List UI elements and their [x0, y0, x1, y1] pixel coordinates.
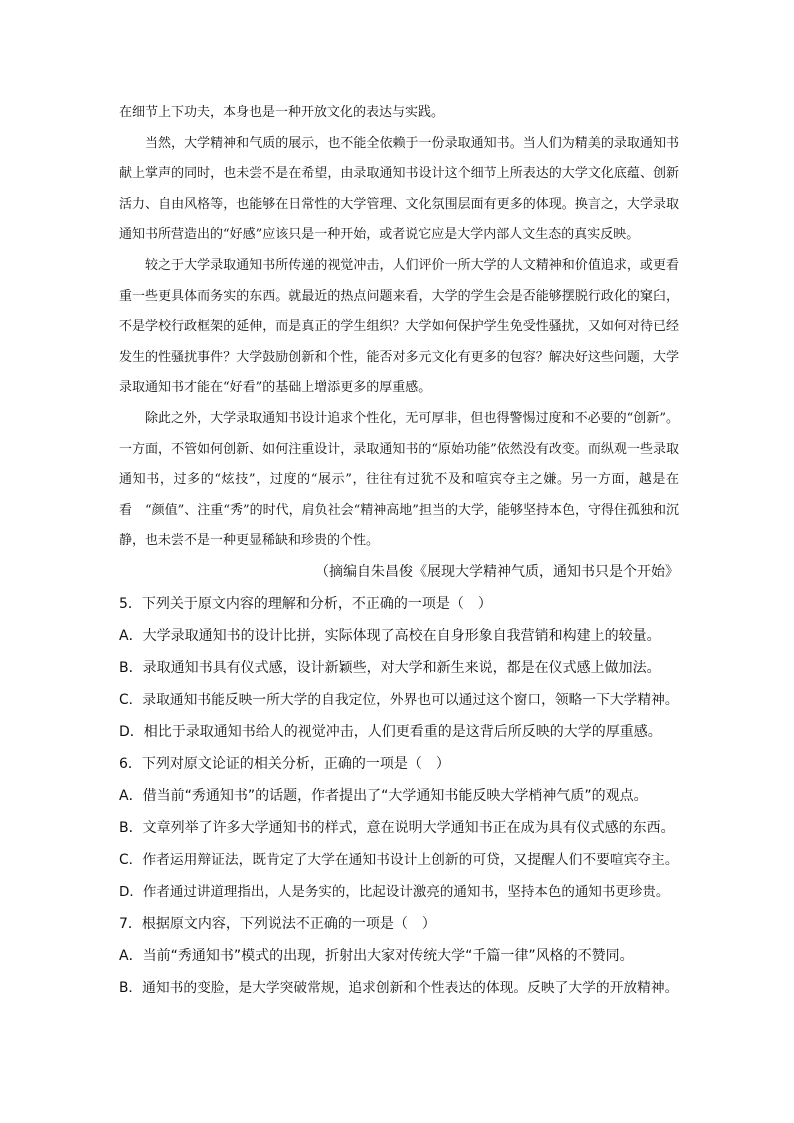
- question-5: [119, 588, 679, 748]
- option-c: C．录取通知书能反映一所大学的自我定位，外界也可以通过这个窗口，领略一下大学精神。: [119, 691, 679, 708]
- question-stem: 5．下列关于原文内容的理解和分析，不正确的一项是（ ）: [119, 595, 492, 612]
- passage-paragraph-continued: 在细节上下功夫，本身也是一种开放文化的表达与实践。: [119, 105, 445, 120]
- option-a: A．当前“秀通知书”模式的出现，折射出大家对传统大学“千篇一律”风格的不赞同。: [119, 947, 634, 964]
- option-d: D．作者通过讲道理指出，人是务实的，比起设计激亮的通知书，坚持本色的通知书更珍贵。: [119, 883, 670, 900]
- passage-paragraph: 除此之外，大学录取通知书设计追求个性化，无可厚非，但也得警惕过度和不必要的“创新”。一方面，不管如何创新、如何注重设计，录取通知书的“原始功能”依然没有改变。而纵观一些录取通知书，过多的“炫技”，过度的“展示”，往往有过犹不及和喧宾夺主之嫌。另一方面，越是在看 “颜值”、注重“秀”的时代，肩负社会“精神高地”担当的大学，能够坚持本色，守得住孤独和沉静，也未尝不是一种更显稀缺和珍贵的个性。: [119, 410, 679, 549]
- question-stem: 6．下列对原文论证的相关分析，正确的一项是（ ）: [119, 755, 450, 772]
- option-a: A．大学录取通知书的设计比拼，实际体现了高校在自身形象自我营销和构建上的较量。: [119, 627, 661, 644]
- document-content: [119, 98, 679, 1004]
- option-d: D．相比于录取通知书给人的视觉冲击，人们更看重的是这背后所反映的大学的厚重感。: [119, 723, 662, 740]
- option-b: B．录取通知书具有仪式感，设计新颖些，对大学和新生来说，都是在仪式感上做加法。: [119, 659, 661, 676]
- option-b: B．文章列举了许多大学通知书的样式，意在说明大学通知书正在成为具有仪式感的东西。: [119, 819, 675, 836]
- passage-paragraph: 当然，大学精神和气质的展示，也不能全依赖于一份录取通知书。当人们为精美的录取通知书献上掌声的同时，也未尝不是在希望，由录取通知书设计这个细节上所表达的大学文化底蕴、创新活力、自由风格等，也能够在日常性的大学管理、文化氛围层面有更多的体现。换言之，大学录取通知书所营造出的“好感”应该只是一种开始，或者说它应是大学内部人文生态的真实反映。: [119, 135, 679, 243]
- question-stem: 7．根据原文内容，下列说法不正确的一项是（ ）: [119, 915, 436, 932]
- option-c: C．作者运用辩证法，既肯定了大学在通知书设计上创新的可贷，又提醒人们不要喧宾夺主。: [119, 851, 679, 868]
- passage-paragraph: 较之于大学录取通知书所传递的视觉冲击，人们评价一所大学的人文精神和价值追求，或更看重一些更具体而务实的东西。就最近的热点问题来看，大学的学生会是否能够摆脱行政化的窠臼，不是学校行政框架的延伸，而是真正的学生组织？大学如何保护学生免受性骚扰，又如何对待已经发生的性骚扰事件？大学鼓励创新和个性，能否对多元文化有更多的包容？解决好这些问题，大学录取通知书才能在“好看”的基础上增添更多的厚重感。: [119, 257, 679, 396]
- question-6: [119, 748, 679, 908]
- option-b: B．通知书的变脸，是大学突破常规，追求创新和个性表达的体现。反映了大学的开放精神。: [119, 979, 679, 996]
- passage-source-citation: （摘编自朱昌俊《展现大学精神气质，通知书只是个开始》: [315, 563, 679, 580]
- option-a: A．借当前“秀通知书”的话题，作者提出了“大学通知书能反映大学梢神气质”的观点。: [119, 787, 648, 804]
- question-7: [119, 908, 679, 1004]
